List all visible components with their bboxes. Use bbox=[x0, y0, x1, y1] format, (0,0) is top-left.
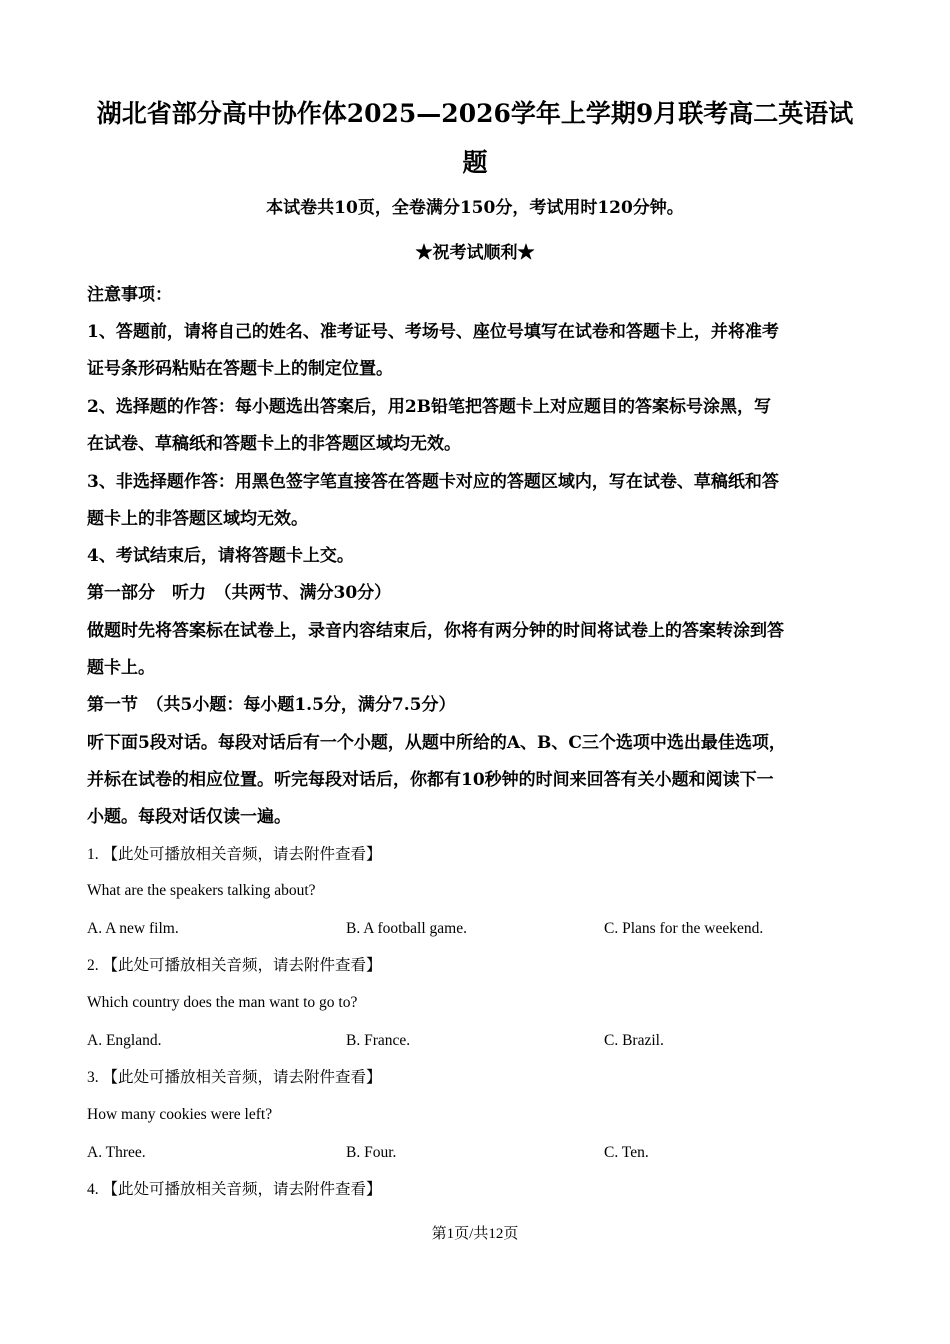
notice-item-4: 4、考试结束后，请将答题卡上交。 bbox=[87, 546, 354, 566]
question-3-option-b: B. Four. bbox=[346, 1144, 397, 1161]
question-2-text: Which country does the man want to go to? bbox=[87, 994, 358, 1011]
exam-title-line-2: 题 bbox=[462, 148, 488, 177]
page-footer: 第1页/共12页 bbox=[431, 1226, 519, 1242]
question-2-option-a: A. England. bbox=[87, 1032, 162, 1049]
question-1-option-c: C. Plans for the weekend. bbox=[604, 920, 764, 937]
question-3-text: How many cookies were left? bbox=[87, 1106, 273, 1123]
question-2-audio: 2. 【此处可播放相关音频，请去附件查看】 bbox=[87, 957, 382, 974]
question-2-option-b: B. France. bbox=[346, 1032, 411, 1049]
exam-title-line-1: 湖北省部分高中协作体2025—2026学年上学期9月联考高二英语试 bbox=[96, 99, 854, 128]
notice-item-1-line-1: 1、答题前，请将自己的姓名、准考证号、考场号、座位号填写在试卷和答题卡上，并将准考 bbox=[87, 322, 779, 342]
exam-info: 本试卷共10页，全卷满分150分，考试用时120分钟。 bbox=[266, 198, 684, 218]
question-3-audio: 3. 【此处可播放相关音频，请去附件查看】 bbox=[87, 1069, 382, 1086]
notice-heading: 注意事项： bbox=[87, 285, 172, 305]
section-1-heading: 第一节 （共5小题：每小题1.5分，满分7.5分） bbox=[87, 695, 456, 715]
section-1-intro-line-2: 并标在试卷的相应位置。听完每段对话后，你都有10秒钟的时间来回答有关小题和阅读下一 bbox=[87, 770, 774, 790]
notice-item-2-line-2: 在试卷、草稿纸和答题卡上的非答题区域均无效。 bbox=[87, 434, 461, 454]
part-1-heading: 第一部分 听力 （共两节、满分30分） bbox=[87, 583, 392, 603]
question-3-option-a: A. Three. bbox=[87, 1144, 146, 1161]
section-1-intro-line-1: 听下面5段对话。每段对话后有一个小题，从题中所给的A、B、C三个选项中选出最佳选项， bbox=[87, 733, 786, 753]
part-1-intro-line-1: 做题时先将答案标在试卷上，录音内容结束后，你将有两分钟的时间将试卷上的答案转涂到答 bbox=[87, 621, 784, 641]
question-3-option-c: C. Ten. bbox=[604, 1144, 649, 1161]
question-2-option-c: C. Brazil. bbox=[604, 1032, 664, 1049]
exam-wish: ★祝考试顺利★ bbox=[415, 243, 535, 263]
notice-item-3-line-1: 3、非选择题作答：用黑色签字笔直接答在答题卡对应的答题区域内，写在试卷、草稿纸和答 bbox=[87, 472, 779, 492]
section-1-intro-line-3: 小题。每段对话仅读一遍。 bbox=[87, 807, 291, 827]
notice-item-1-line-2: 证号条形码粘贴在答题卡上的制定位置。 bbox=[87, 359, 393, 379]
question-1-option-a: A. A new film. bbox=[87, 920, 179, 937]
question-1-audio: 1. 【此处可播放相关音频，请去附件查看】 bbox=[87, 846, 382, 863]
question-4-audio: 4. 【此处可播放相关音频，请去附件查看】 bbox=[87, 1181, 382, 1198]
question-1-option-b: B. A football game. bbox=[346, 920, 467, 937]
part-1-intro-line-2: 题卡上。 bbox=[87, 658, 155, 678]
notice-item-3-line-2: 题卡上的非答题区域均无效。 bbox=[87, 509, 308, 529]
notice-item-2-line-1: 2、选择题的作答：每小题选出答案后，用2B铅笔把答题卡上对应题目的答案标号涂黑，写 bbox=[87, 397, 772, 417]
question-1-text: What are the speakers talking about? bbox=[87, 882, 316, 899]
